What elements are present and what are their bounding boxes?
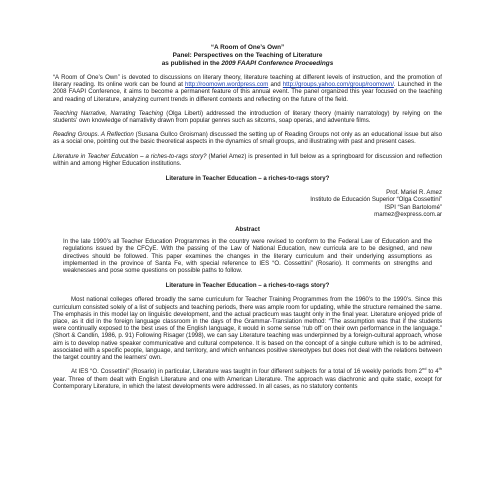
abstract-heading: Abstract — [235, 226, 260, 234]
publication-note — [53, 60, 442, 68]
intro-text-1: “A Room of One’s Own” is devoted to discussions on literary theory, literature teaching at different levels of instruction, and the promotion of literary reading. Its online work can be found at — [53, 74, 442, 89]
literature-teacher-title: Literature in Teacher Education – a riches-to-rags story? — [53, 152, 207, 160]
document-title: “A Room of One’s Own” — [210, 44, 285, 51]
reading-groups-title: Reading Groups. A Reflection — [53, 131, 134, 139]
reading-groups-text: (Susana Gullco Groisman) discussed the setting up of Reading Groups not only as an educational issue but also as a social one, pointing out the basic theoretical aspects in the dynamics of small groups, and illustrating with past and present cases. — [53, 131, 442, 146]
intro-text-3: . Launched in the 2008 FAAPI Conference, it aims to become a permanent feature of this annual event. The panel organized this year focused on the teaching and reading of Literature, analyzing current trends in different contexts and reflecting on the future of the field. — [53, 81, 442, 103]
ordinal-suffix-th: th — [438, 366, 442, 372]
body-paragraph-1: Most national colleges offered broadly the same curriculum for Teacher Training Programmes from the 1960’s to the 1990’s. Since this curriculum consisted solely of a list of subjects and teaching periods, there was ample room for updating, while the structure remained the same. The emphasis in this model lay on linguistic development, and the actual practicum was taught only in the final year. Literature enjoyed pride of place, as it did in the foreign language classroom in the days of the Grammar-Translation method: “The assumption was that if the students were continually exposed to the best uses of the English language, it would in some sense ‘rub off’ on their own performance in the language.” (Short & Candlin, 1986, p. 91) Following Risager (1998), we can say Literature teaching was underpinned by a foreign-cultural approach, whose aim is to develop native speaker communicative and cultural competence. It is based on the concept of a single culture which is to be admired, associated with a specific people, language, and territory, and which enhances positive stereotypes but does not deal with the relations between the target country and the learners’ own. — [53, 296, 442, 362]
panel-subtitle: Panel: Perspectives on the Teaching of Literature — [172, 52, 323, 59]
author-institution-2: ISPI “San Bartolomé” — [384, 203, 442, 211]
body-paragraph-2 — [53, 368, 442, 390]
wordpress-link[interactable]: http://roomown.wordpress.com — [185, 81, 269, 89]
document-header — [53, 44, 442, 68]
author-institution-1: Instituto de Educación Superior “Olga Cossettini” — [310, 196, 442, 204]
author-name: Prof. Mariel R. Amez — [386, 189, 442, 197]
abstract-text: In the late 1990’s all Teacher Education Programmes in the country were revised to conform to the Federal Law of Education and the regulations issued by the CFCyE. With the passing of the Law of National Education, new curricula are to be designed, and new directives should be followed. This paper examines the changes in the literary curriculum and their underlying assumptions as implemented in the province of Santa Fe, with special reference to IES “O. Cossettini” (Rosario). It comments on strengths and weaknesses and pose some questions on possible paths to follow. — [63, 238, 432, 275]
publication-name: 2009 FAAPI Conference Proceedings — [221, 60, 334, 67]
body-2-text-a: At IES “O. Cossettini” (Rosario) in particular, Literature was taught in four different subjects for a total of 16 weekly periods from 2 — [71, 368, 423, 376]
body-2-text-c: year. Three of them dealt with English Literature and one with American Literature. The approach was diachronic and quite static, except for Contemporary Literature, in which the latest developments were addressed. In all cases, as no statutory contents — [53, 375, 442, 390]
ordinal-suffix-nd: nd — [422, 366, 427, 372]
section-heading: Literature in Teacher Education – a riches-to-rags story? — [165, 282, 330, 290]
body-2-text-b: to 4 — [426, 368, 439, 376]
literature-teacher-paragraph — [53, 153, 442, 167]
author-email: mamez@express.com.ar — [374, 210, 442, 218]
literature-teacher-text: (Mariel Amez) is presented in full below as a springboard for discussion and reflection within and among Higher Education institutions. — [53, 152, 443, 167]
teaching-narrative-text: (Olga Liberti) addressed the introduction of literary theory (mainly narratology) by relying on the students’ own knowledge of narrativity drawn from popular genres such as sitcoms, soap operas, and adventure films. — [53, 109, 442, 125]
teaching-narrative-title: Teaching Narrative, Narrating Teaching — [53, 109, 164, 117]
author-block — [53, 189, 442, 218]
article-title: Literature in Teacher Education – a riches-to-rags story? — [165, 175, 330, 183]
teaching-narrative-paragraph — [53, 110, 442, 124]
yahoo-group-link[interactable]: http://groups.yahoo.com/group/roomown/ — [282, 81, 394, 89]
reading-groups-paragraph — [53, 131, 442, 145]
intro-text-2: and — [268, 81, 283, 89]
publication-prefix: as published in the — [161, 60, 222, 67]
intro-paragraph — [53, 74, 442, 103]
